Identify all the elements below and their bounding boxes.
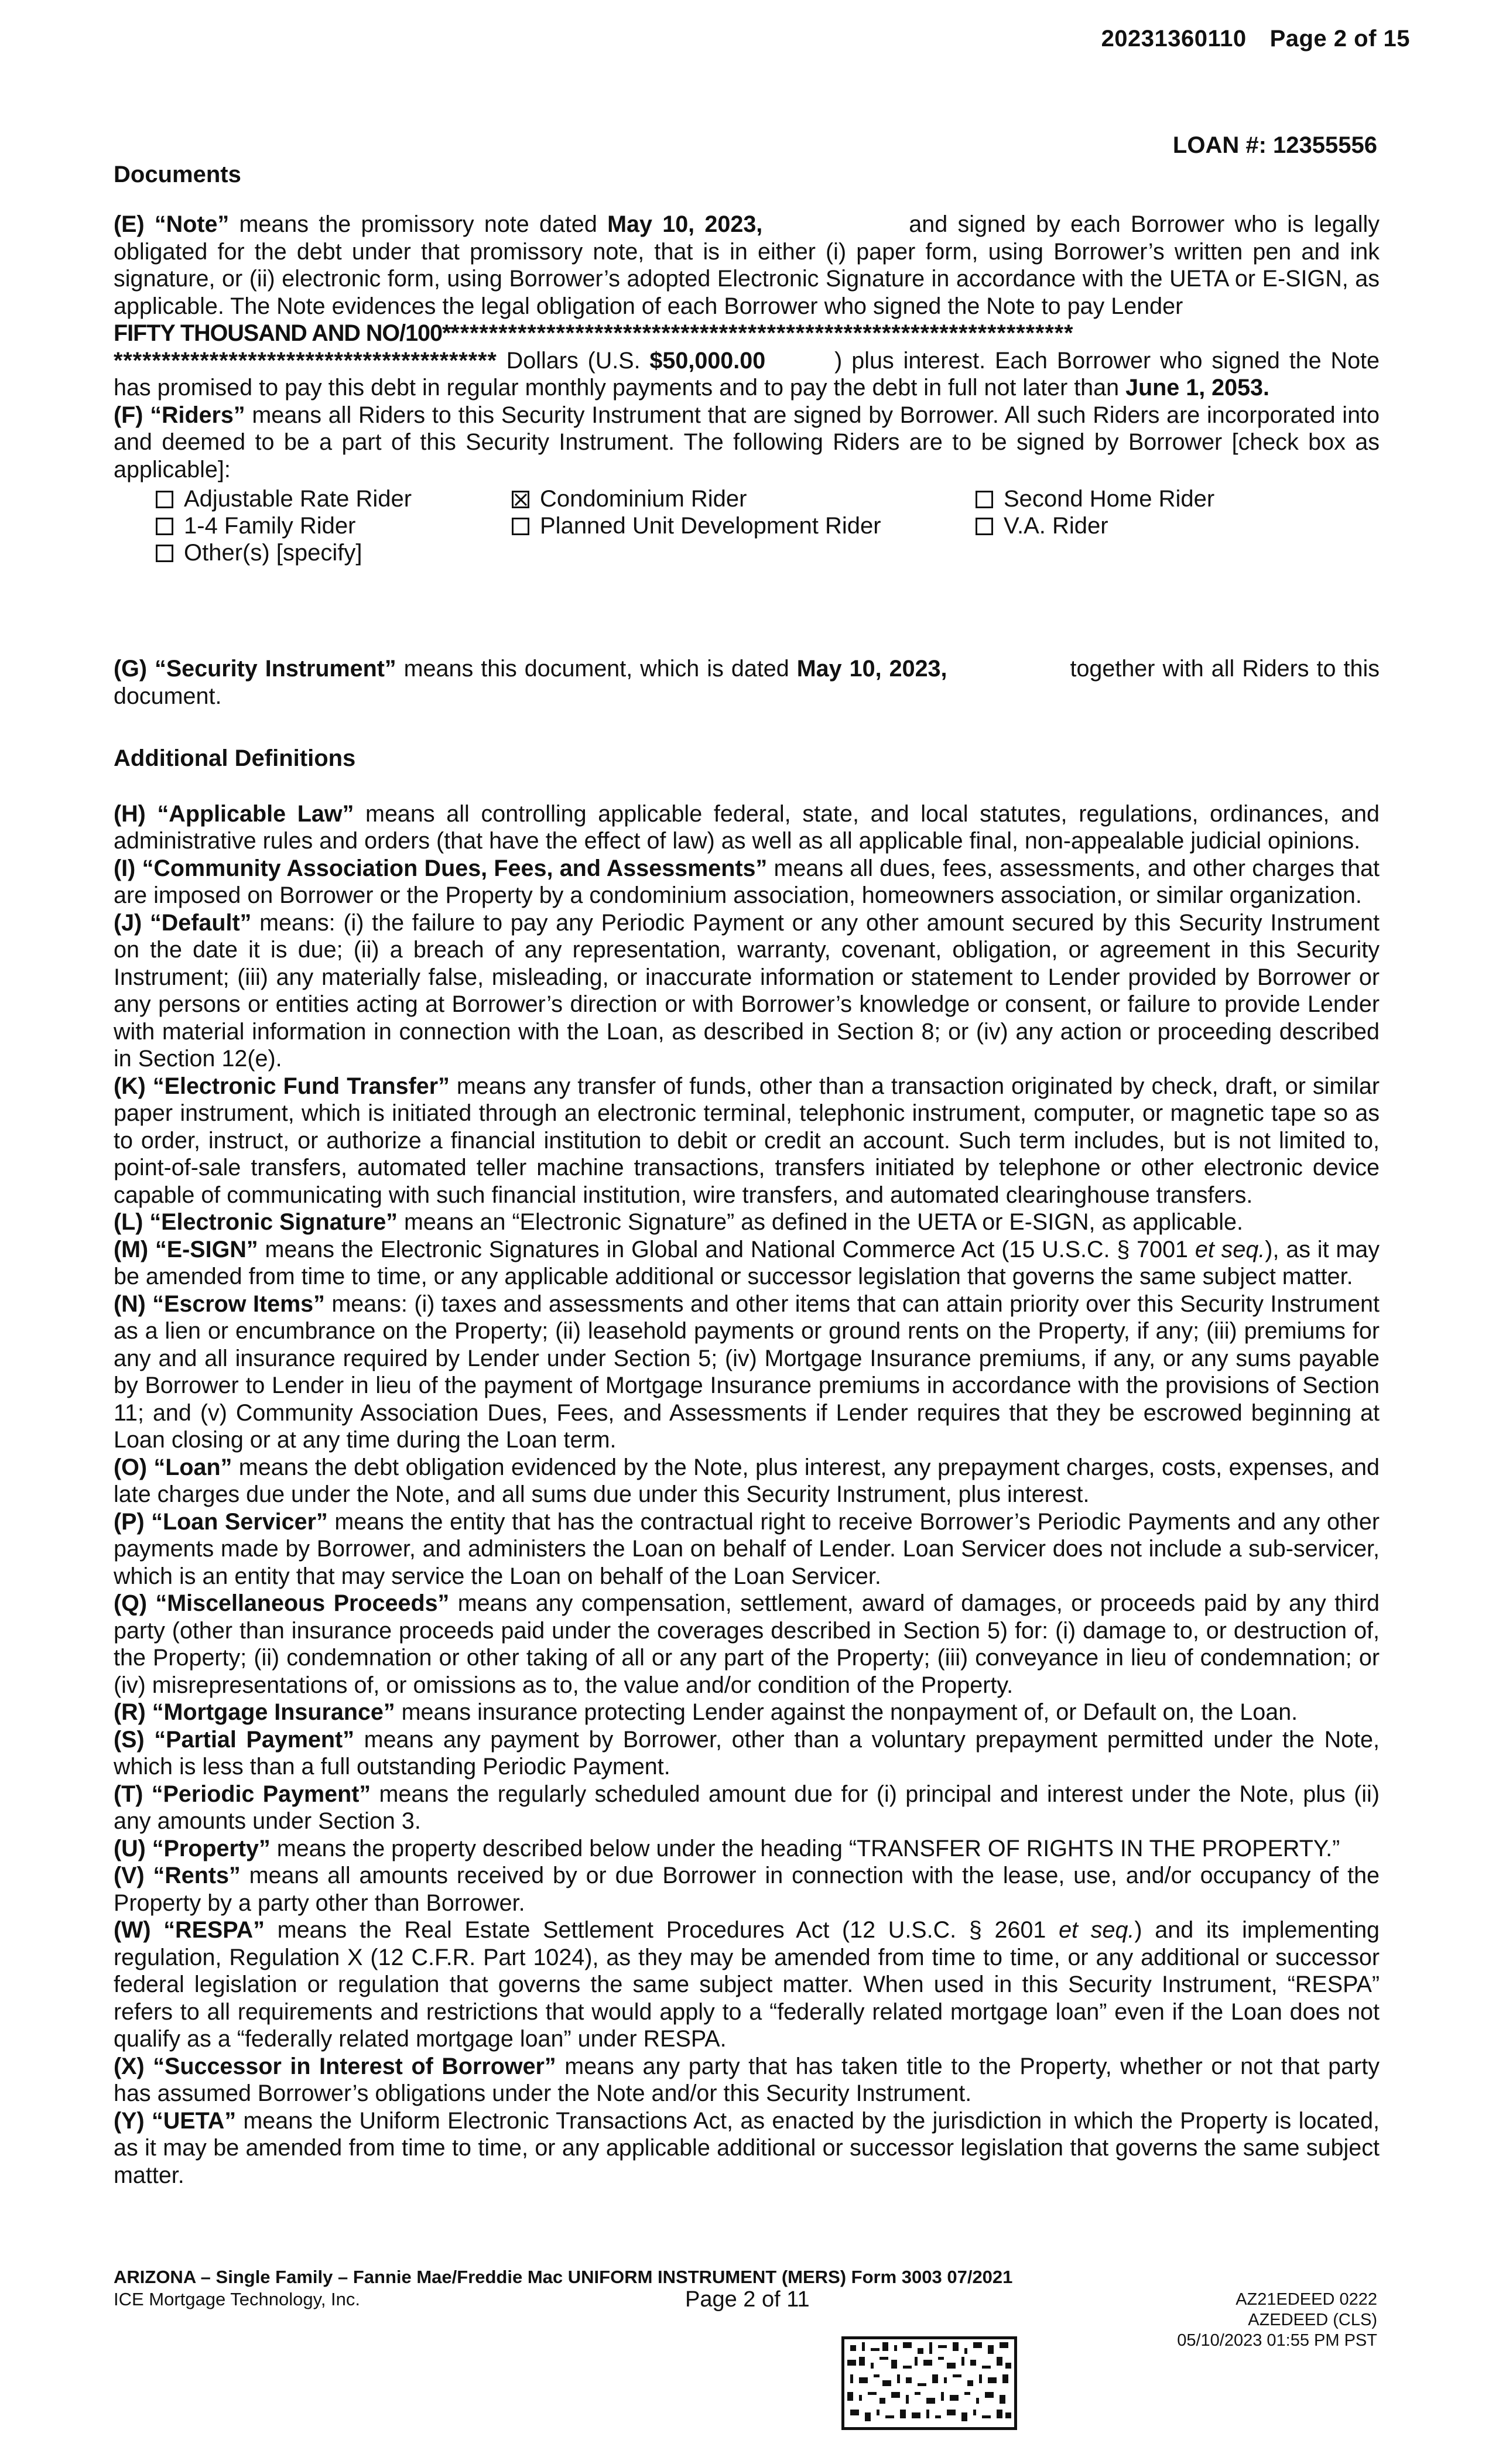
page-indicator: Page 2 of 15 [1269,26,1410,52]
checkbox-unchecked-icon[interactable] [976,518,993,535]
definition-community-association-dues: (I) “Community Association Dues, Fees, and Assessments” means all dues, fees, assessments, and other charges that are imposed on Borrower or the Property by a condominium association, homeowners association, or similar organization. [114,855,1380,908]
amount-words: FIFTY THOUSAND AND NO/100* [114,320,451,346]
additional-definitions-heading: Additional Definitions [114,745,356,771]
footer-page-number: Page 2 of 11 [685,2287,810,2312]
maturity-date: June 1, 2053. [1125,375,1269,401]
definition-electronic-fund-transfer: (K) “Electronic Fund Transfer” means any transfer of funds, other than a transaction originated by check, draft, or similar paper instrument, which is initiated through an electronic terminal, telephonic instrument, computer, or magnetic tape so as to order, instruct, or authorize a financial institution to debit or credit an account. Such term includes, but is not limited to, point-of-sale transfers, automated teller machine transactions, transfers initiated by telephone or other electronic device capable of communicating with such financial institution, wire transfers, and automated clearinghouse transfers. [114,1073,1380,1208]
footer-company: ICE Mortgage Technology, Inc. [114,2289,361,2309]
definition-riders: (F) “Riders” means all Riders to this Security Instrument that are signed by Borrower. All such Riders are incorporated into and deemed to be a part of this Security Instrument. The following Riders are to be signed by Borrower [check box as applicable]: [114,402,1380,482]
footer-form-code-2: AZEDEED (CLS) [1248,2311,1377,2329]
definition-partial-payment: (S) “Partial Payment” means any payment by Borrower, other than a voluntary prepayment permitted under the Note, which is less than a full outstanding Periodic Payment. [114,1726,1380,1779]
checkbox-checked-icon[interactable] [512,491,529,508]
definition-loan: (O) “Loan” means the debt obligation evidenced by the Note, plus interest, any prepayment charges, costs, expenses, and late charges due under the Note, and all sums due under this Security Instrument, plus interest. [114,1454,1380,1507]
checkbox-unchecked-icon[interactable] [156,491,173,508]
definition-mortgage-insurance: (R) “Mortgage Insurance” means insurance protecting Lender against the nonpayment of, or Default on, the Loan. [114,1699,1298,1725]
document-body [114,211,1380,2189]
rider-checklist [114,485,1380,567]
checkbox-unchecked-icon[interactable] [976,491,993,508]
definition-security-instrument: (G) “Security Instrument” means this document, which is dated May 10, 2023, together with all Riders to this document. [114,656,1380,709]
definition-periodic-payment: (T) “Periodic Payment” means the regularly scheduled amount due for (i) principal and interest under the Note, plus (ii) any amounts under Section 3. [114,1781,1380,1834]
definition-applicable-law: (H) “Applicable Law” means all controlling applicable federal, state, and local statutes, regulations, ordinances, and administrative rules and orders (that have the effect of law) as well as all applicable final, non-appealable judicial opinions. [114,800,1380,854]
document-number: 20231360110 [1101,26,1247,52]
definition-rents: (V) “Rents” means all amounts received by or due Borrower in connection with the lease, use, and/or occupancy of the Property by a party other than Borrower. [114,1863,1380,1916]
checkbox-unchecked-icon[interactable] [156,545,173,562]
rider-second-home[interactable]: Second Home Rider [976,485,1214,512]
definition-respa: (W) “RESPA” means the Real Estate Settlement Procedures Act (12 U.S.C. § 2601 et seq.) and its implementing regulation, Regulation X (12 C.F.R. Part 1024), as they may be amended from time to time, or any additional or successor federal legislation or regulation that governs the same subject matter. When used in this Security Instrument, “RESPA” refers to all requirements and restrictions that would apply to a “federally related mortgage loan” even if the Loan does not qualify as a “federally related mortgage loan” under RESPA. [114,1917,1380,2052]
footer-codes [1177,2290,1377,2351]
definition-successor-in-interest: (X) “Successor in Interest of Borrower” means any party that has taken title to the Property, whether or not that party has assumed Borrower’s obligations under the Note and/or this Security Instrument. [114,2053,1380,2106]
footer-form-line: ARIZONA – Single Family – Fannie Mae/Freddie Mac UNIFORM INSTRUMENT (MERS) Form 3003 07/2021 [114,2267,1013,2287]
rider-other[interactable]: Other(s) [specify] [156,539,362,566]
star-fill-1: ***************************************************************** [450,320,1074,346]
footer-timestamp: 05/10/2023 01:55 PM PST [1177,2331,1377,2350]
page-header [1101,26,1410,52]
definition-escrow-items: (N) “Escrow Items” means: (i) taxes and assessments and other items that can attain priority over this Security Instrument as a lien or encumbrance on the Property; (ii) leasehold payments or ground rents on the Property, if any; (iii) premiums for any and all insurance required by Lender under Section 5; (iv) Mortgage Insurance premiums, if any, or any sums payable by Borrower to Lender in lieu of the payment of Mortgage Insurance premiums in accordance with the provisions of Section 11; and (v) Community Association Dues, Fees, and Assessments if Lender requires that they be escrowed beginning at Loan closing or at any time during the Loan term. [114,1291,1380,1453]
rider-planned-unit-development[interactable]: Planned Unit Development Rider [512,512,881,539]
rider-adjustable-rate[interactable]: Adjustable Rate Rider [156,485,412,512]
definition-e-sign: (M) “E-SIGN” means the Electronic Signatures in Global and National Commerce Act (15 U.S.C. § 7001 et seq.), as it may be amended from time to time, or any applicable additional or successor legislation that governs the same subject matter. [114,1236,1380,1289]
definition-electronic-signature: (L) “Electronic Signature” means an “Electronic Signature” as defined in the UETA or E-SIGN, as applicable. [114,1209,1243,1235]
definition-default: (J) “Default” means: (i) the failure to pay any Periodic Payment or any other amount secured by this Security Instrument on the date it is due; (ii) a breach of any representation, warranty, covenant, obligation, or agreement in this Security Instrument; (iii) any materially false, misleading, or inaccurate information or statement to Lender provided by Borrower or any persons or entities acting at Borrower’s direction or with Borrower’s knowledge or consent, or failure to provide Lender with material information in connection with the Loan, as described in Section 8; or (iv) any action or proceeding described in Section 12(e). [114,909,1380,1072]
loan-amount: $50,000.00 [649,347,766,374]
checkbox-unchecked-icon[interactable] [156,518,173,535]
footer-form-code: AZ21EDEED 0222 [1236,2290,1377,2309]
loan-number: LOAN #: 12355556 [1172,132,1377,158]
rider-condominium[interactable]: Condominium Rider [512,485,747,512]
definition-note: (E) “Note” means the promissory note dated May 10, 2023, and signed by each Borrower who is legally obligated for the debt under that promissory note, that is in either (i) paper form, using Borrower’s written pen and ink signature, or (ii) electronic form, using Borrower’s adopted Electronic Signature in accordance with the UETA or E-SIGN, as applicable. The Note evidences the legal obligation of each Borrower who signed the Note to pay Lender FIFTY THOUSAND AND NO/100****************************************************************** **************************************** Dollars (U.S. $50,000.00 ) plus interest. Each Borrower who signed the Note has promised to pay this debt in regular monthly payments and to pay the debt in full not later than June 1, 2053. [114,211,1380,401]
definition-property: (U) “Property” means the property described below under the heading “TRANSFER OF RIGHTS IN THE PROPERTY.” [114,1835,1340,1861]
star-fill-2: **************************************** [114,347,497,374]
definition-miscellaneous-proceeds: (Q) “Miscellaneous Proceeds” means any compensation, settlement, award of damages, or proceeds paid by any third party (other than insurance proceeds paid under the coverages described in Section 5) for: (i) damage to, or destruction of, the Property; (ii) condemnation or other taking of all or any part of the Property; (iii) conveyance in lieu of condemnation; or (iv) misrepresentations of, or omissions as to, the value and/or condition of the Property. [114,1590,1380,1698]
rider-va[interactable]: V.A. Rider [976,512,1108,539]
section-title-documents: Documents [114,162,241,187]
footer-form-info [114,2266,1012,2311]
checkbox-unchecked-icon[interactable] [512,518,529,535]
rider-1-4-family[interactable]: 1-4 Family Rider [156,512,355,539]
definition-loan-servicer: (P) “Loan Servicer” means the entity that has the contractual right to receive Borrower’s Periodic Payments and any other payments made by Borrower, and administers the Loan on behalf of Lender. Loan Servicer does not include a sub-servicer, which is an entity that may service the Loan on behalf of the Loan Servicer. [114,1508,1380,1589]
barcode-icon [841,2336,1017,2430]
definition-ueta: (Y) “UETA” means the Uniform Electronic Transactions Act, as enacted by the jurisdiction in which the Property is located, as it may be amended from time to time, or any applicable additional or successor legislation that governs the same subject matter. [114,2107,1380,2188]
